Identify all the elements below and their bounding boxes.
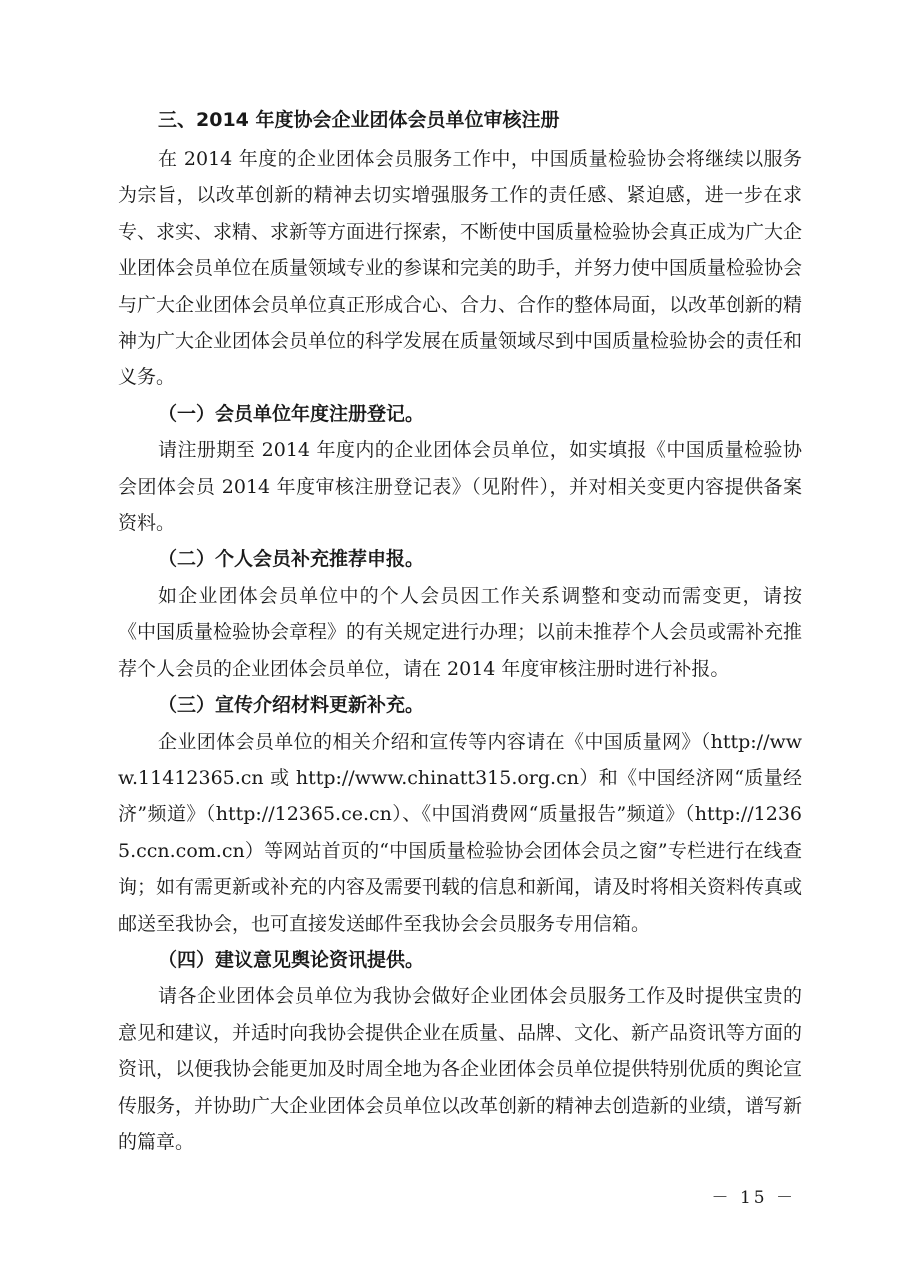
item-2-body: 如企业团体会员单位中的个人会员因工作关系调整和变动而需变更，请按《中国质量检验协会章程》的有关规定进行办理；以前未推荐个人会员或需补充推荐个人会员的企业团体会员单位，请在 2014 年度审核注册时进行补报。 (118, 584, 803, 680)
item-1-title: （一）会员单位年度注册登记。 (158, 402, 425, 425)
item-1-body: 请注册期至 2014 年度内的企业团体会员单位，如实填报《中国质量检验协会团体会员 2014 年度审核注册登记表》（见附件），并对相关变更内容提供备案资料。 (118, 439, 802, 535)
item-4-title: （四）建议意见舆论资讯提供。 (158, 948, 425, 971)
page-number: － 15 － (711, 1188, 796, 1208)
item-3-title: （三）宣传介绍材料更新补充。 (158, 694, 425, 717)
page-content (118, 104, 802, 1160)
item-4-body: 请各企业团体会员单位为我协会做好企业团体会员服务工作及时提供宝贵的意见和建议，并适时向我协会提供企业在质量、品牌、文化、新产品资讯等方面的资讯，以便我协会能更加及时周全地为各企业团体会员单位提供特别优质的舆论宣传服务，并协助广大企业团体会员单位以改革创新的精神去创造新的业绩，谱写新的篇章。 (118, 985, 803, 1153)
section-title: 三、2014 年度协会企业团体会员单位审核注册 (158, 109, 560, 131)
item-2-title: （二）个人会员补充推荐申报。 (158, 548, 425, 571)
item-3-body: 企业团体会员单位的相关介绍和宣传等内容请在《中国质量网》（http://www.11412365.cn 或 http://www.chinatt315.org.cn）和《中国经济网“质量经济”频道》（http://12365.ce.cn）、《中国消费网“质量报告”频道》（http://12365.ccn.com.cn）等网站首页的“中国质量检验协会团体会员之窗”专栏进行在线查询；如有需更新或补充的内容及需要刊载的信息和新闻，请及时将相关资料传真或邮送至我协会，也可直接发送邮件至我协会会员服务专用信箱。 (118, 730, 803, 935)
intro-paragraph: 在 2014 年度的企业团体会员服务工作中，中国质量检验协会将继续以服务为宗旨，以改革创新的精神去切实增强服务工作的责任感、紧迫感，进一步在求专、求实、求精、求新等方面进行探索，不断使中国质量检验协会真正成为广大企业团体会员单位在质量领域专业的参谋和完美的助手，并努力使中国质量检验协会与广大企业团体会员单位真正形成合心、合力、合作的整体局面，以改革创新的精神为广大企业团体会员单位的科学发展在质量领域尽到中国质量检验协会的责任和义务。 (118, 148, 803, 389)
